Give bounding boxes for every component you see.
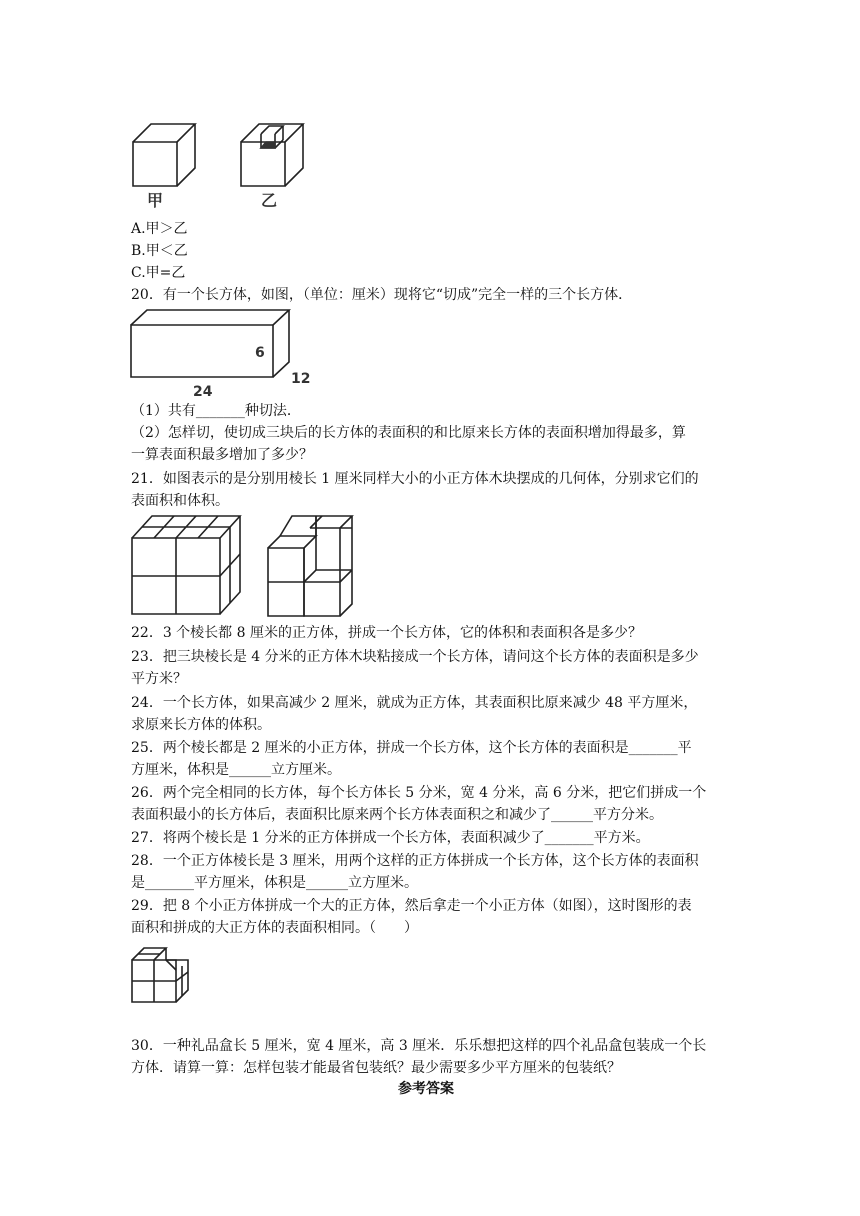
q28-line2: 是_______平方厘米，体积是______立方厘米。	[131, 875, 418, 891]
q25-line2: 方厘米，体积是______立方厘米。	[131, 762, 341, 778]
q20-dim-length: 24	[193, 384, 213, 400]
q19-option-a: A.甲＞乙	[131, 221, 188, 237]
q19-option-c: C.甲=乙	[131, 265, 186, 281]
q24-line2: 求原来长方体的体积。	[131, 717, 271, 733]
q23-line2: 平方米？	[131, 671, 187, 687]
q21-figure-right	[264, 512, 360, 622]
q30-line2: 方体．请算一算：怎样包装才能最省包装纸？最少需要多少平方厘米的包装纸？	[131, 1060, 621, 1076]
q19-option-b: B.甲＜乙	[131, 243, 188, 259]
q20-cuboid-figure	[125, 305, 325, 401]
q27: 27．将两个棱长是 1 分米的正方体拼成一个长方体，表面积减少了_______平方米。	[131, 830, 650, 846]
answer-heading: 参考答案	[398, 1081, 454, 1097]
q24-line1: 24．一个长方体，如果高减少 2 厘米，就成为正方体，其表面积比原来减少 48 平方厘米，	[131, 695, 698, 711]
q22: 22．3 个棱长都 8 厘米的正方体，拼成一个长方体，它的体积和表面积各是多少？	[131, 625, 642, 641]
q25-line1: 25．两个棱长都是 2 厘米的小正方体，拼成一个长方体，这个长方体的表面积是_______平	[131, 740, 692, 756]
q20-dim-width: 12	[291, 371, 311, 387]
q28-line1: 28．一个正方体棱长是 3 厘米，用两个这样的正方体拼成一个长方体，这个长方体的表面积	[131, 853, 699, 869]
q29-line2: 面积和拼成的大正方体的表面积相同。（ ）	[131, 920, 418, 936]
q26-line2: 表面积最小的长方体后，表面积比原来两个长方体表面积之和减少了______平方分米。	[131, 807, 663, 823]
q30-line1: 30．一种礼品盒长 5 厘米，宽 4 厘米，高 3 厘米．乐乐想把这样的四个礼品盒包装成一个长	[131, 1038, 707, 1054]
label-yi: 乙	[261, 191, 278, 210]
cube-yi	[241, 124, 303, 186]
q29-line1: 29．把 8 个小正方体拼成一个大的正方体，然后拿走一个小正方体（如图），这时图形的表	[131, 898, 692, 914]
q20-sub2-line2: 一算表面积最多增加了多少？	[131, 447, 313, 463]
cube-jia	[133, 124, 195, 186]
q20-dim-height: 6	[255, 345, 265, 361]
label-jia: 甲	[147, 191, 164, 210]
q23-line1: 23．把三块棱长是 4 分米的正方体木块粘接成一个长方体，请问这个长方体的表面积是多少	[131, 649, 699, 665]
q20-stem: 20．有一个长方体，如图，（单位：厘米）现将它“切成”完全一样的三个长方体．	[131, 287, 633, 303]
q20-sub2-line1: （2）怎样切，使切成三块后的长方体的表面积的和比原来长方体的表面积增加得最多，算	[131, 425, 686, 441]
q19-figure	[125, 112, 315, 212]
q21-figure-left	[128, 512, 244, 618]
q26-line1: 26．两个完全相同的长方体，每个长方体长 5 分米，宽 4 分米，高 6 分米，把它们拼成一个	[131, 785, 707, 801]
q21-line2: 表面积和体积。	[131, 493, 229, 509]
q29-figure	[128, 942, 194, 1006]
q20-sub1: （1）共有_______种切法．	[131, 403, 301, 419]
q21-line1: 21．如图表示的是分别用棱长 1 厘米同样大小的小正方体木块摆成的几何体，分别求它们的	[131, 471, 699, 487]
